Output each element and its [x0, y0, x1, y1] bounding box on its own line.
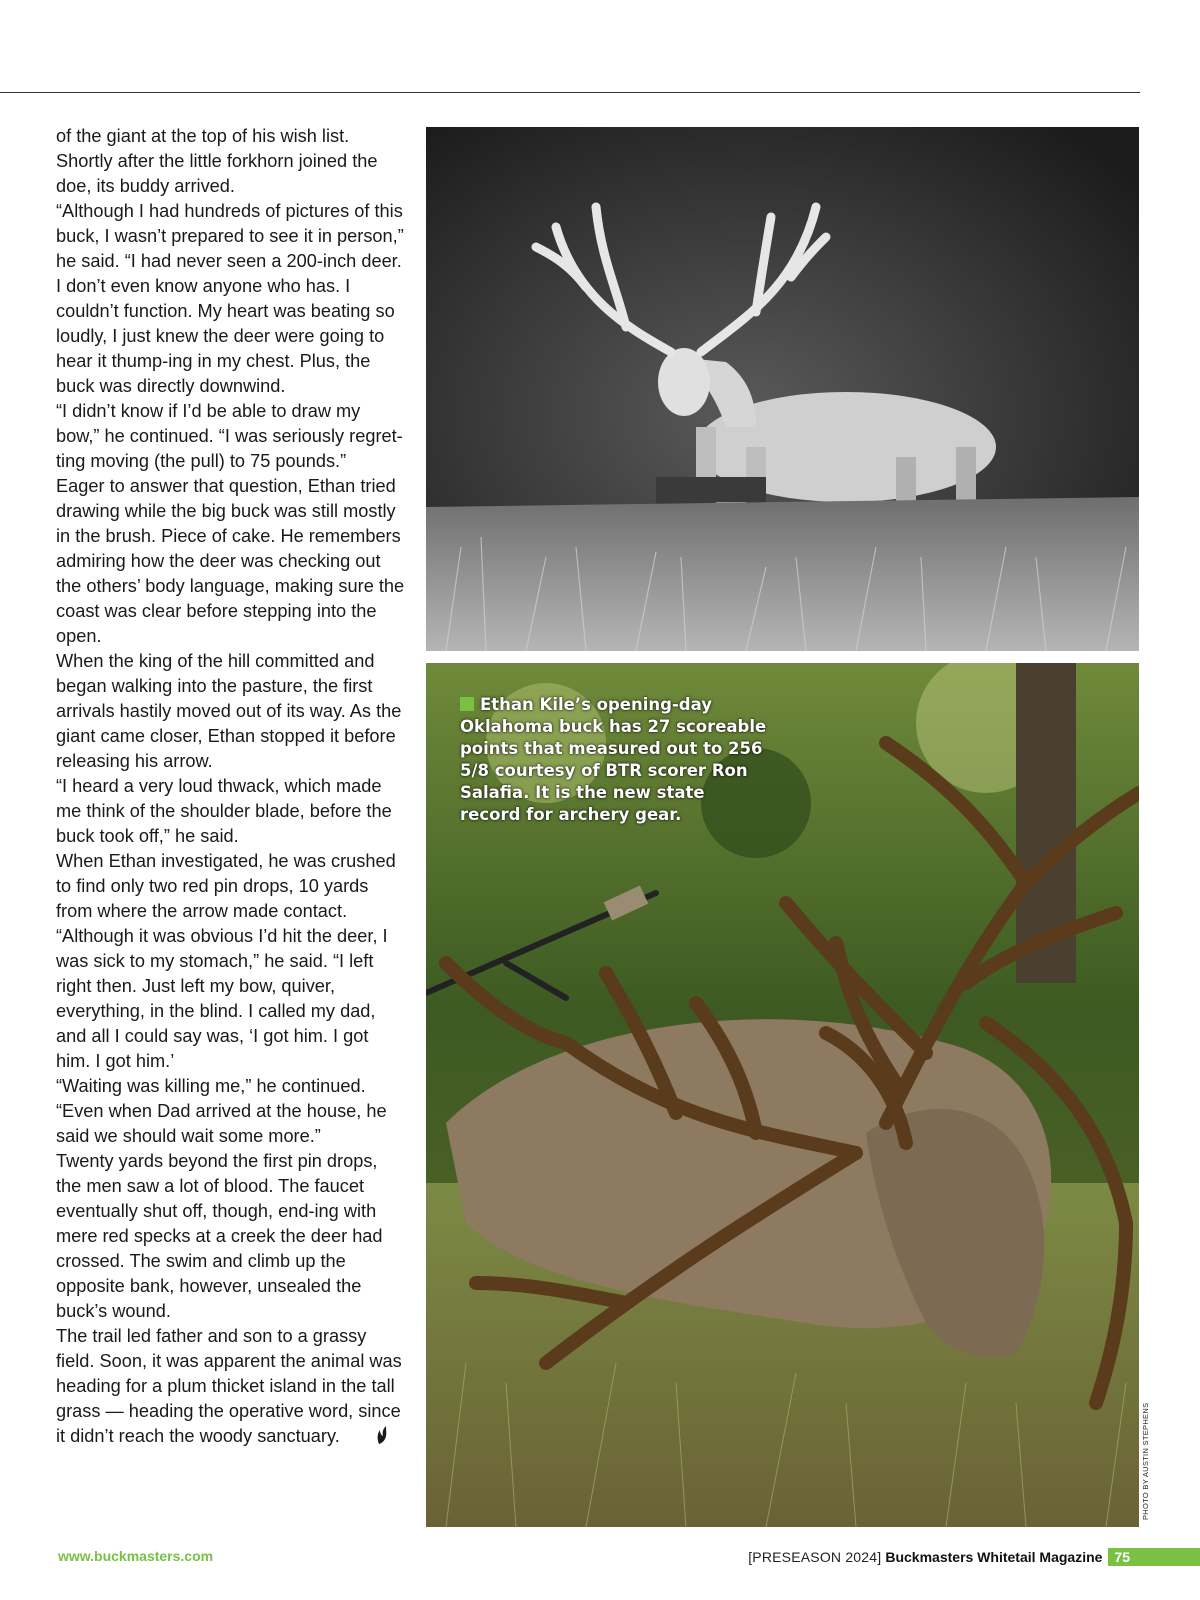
- paragraph: When Ethan investigated, he was crushed to find only two red pin drops, 10 yards from where the arrow made contact.: [56, 851, 396, 921]
- footer-folio: [748, 1546, 1200, 1568]
- paragraph: “I heard a very loud thwack, which made me think of the shoulder blade, before the buck took off,” he said.: [56, 776, 392, 846]
- trail-camera-photo: [426, 127, 1139, 651]
- footer-url[interactable]: www.buckmasters.com: [58, 1548, 214, 1564]
- caption-bullet-icon: [460, 697, 474, 711]
- paragraph: Twenty yards beyond the first pin drops, the men saw a lot of blood. The faucet eventually shut off, though, end-ing with mere red specks at a creek the deer had crossed. The swim and climb up the opposite bank, however, unsealed the buck’s wound.: [56, 1151, 383, 1321]
- paragraph: Eager to answer that question, Ethan tried drawing while the big buck was still mostly in the brush. Piece of cake. He remembers admiring how the deer was checking out the others’ body language, making sure the coast was clear before stepping into the open.: [56, 476, 405, 646]
- paragraph: of the giant at the top of his wish list. Shortly after the little forkhorn joined the doe, its buddy arrived.: [56, 126, 378, 196]
- photo-credit: PHOTO BY AUSTIN STEPHENS: [1141, 1402, 1150, 1520]
- paragraph: “Although it was obvious I’d hit the deer, I was sick to my stomach,” he said. “I left right then. Just left my bow, quiver, everything, in the blind. I called my dad, and all I could say was, ‘I got him. I got him. I got him.’: [56, 926, 388, 1071]
- paragraph: When the king of the hill committed and began walking into the pasture, the first arrivals hastily moved out of its way. As the giant came closer, Ethan stopped it before releasing his arrow.: [56, 651, 402, 771]
- photo-caption: [460, 694, 770, 826]
- page-number: 75: [1108, 1548, 1200, 1566]
- header-rule: [0, 92, 1140, 93]
- footer-issue: [PRESEASON 2024]: [748, 1549, 882, 1565]
- paragraph: “I didn’t know if I’d be able to draw my bow,” he continued. “I was seriously regret-ting moving (the pull) to 75 pounds.”: [56, 401, 403, 471]
- article-body: [56, 124, 406, 1449]
- paragraph: “Although I had hundreds of pictures of this buck, I wasn’t prepared to see it in person,” he said. “I had never seen a 200-inch deer. I don’t even know anyone who has. I couldn’t function. My heart was beating so loudly, I just knew the deer were going to hear it thump-ing in my chest. Plus, the buck was directly downwind.: [56, 201, 404, 396]
- footer-magazine-title: Buckmasters Whitetail Magazine: [885, 1549, 1103, 1565]
- paragraph: The trail led father and son to a grassy field. Soon, it was apparent the animal was heading for a plum thicket island in the tall grass — heading the operative word, since it didn’t reach the woody sanctuary.: [56, 1326, 402, 1446]
- caption-text: Ethan Kile’s opening-day Oklahoma buck has 27 scoreable points that measured out to 256 5/8 courtesy of BTR scorer Ron Salafia. It is the new state record for archery gear.: [460, 695, 767, 824]
- paragraph: “Waiting was killing me,” he continued. “Even when Dad arrived at the house, he said we should wait some more.”: [56, 1076, 387, 1146]
- end-of-story-antler-icon: [374, 1425, 390, 1445]
